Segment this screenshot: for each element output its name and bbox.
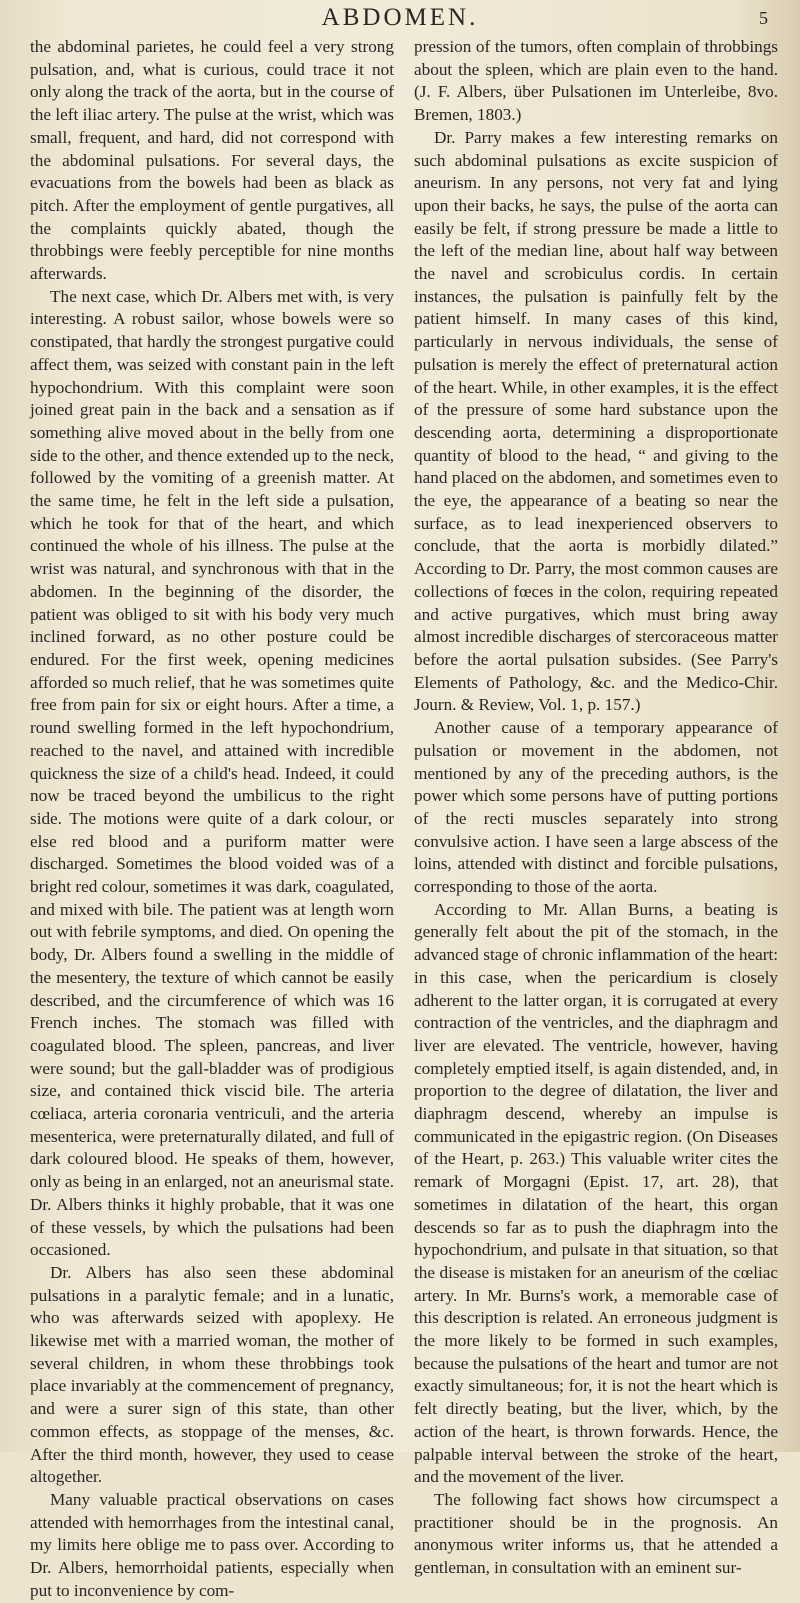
page-number: 5 <box>759 8 768 28</box>
paragraph: The next case, which Dr. Albers met with, is very interesting. A robust sailor, whose bowels were so constipated, that hardly the strongest purgative could affect them, was seized with constant pain in the left hypochondrium. With this complaint were soon joined great pain in the back and a sensation as if something alive moved about in the belly from one side to the other, and thence extended up to the neck, followed by the vomiting of a greenish matter. At the same time, he felt in the left side a pulsation, which he took for that of the heart, and which continued the whole of his illness. The pulse at the wrist was natural, and synchronous with that in the abdomen. In the beginning of the disorder, the patient was obliged to sit with his body very much inclined forward, as no other posture could be endured. For the first week, opening medicines afforded so much relief, that he was sometimes quite free from pain for six or eight hours. After a time, a round swelling formed in the left hypochondrium, reached to the navel, and attained with incredible quickness the size of a child's head. Indeed, it could now be traced beyond the umbilicus to the right side. The motions were quite of a dark colour, or else red blood and a puriform matter were discharged. Sometimes the blood voided was of a bright red colour, sometimes it was dark, coagulated, and mixed with bile. The patient was at length worn out with febrile symptoms, and died. On opening the body, Dr. Albers found a swelling in the middle of the mesentery, the texture of which cannot be easily described, and the circumference of which was 16 French inches. The stomach was filled with coagulated blood. The spleen, pancreas, and liver were sound; but the gall-bladder was of prodigious size, and contained thick viscid bile. The arteria cœliaca, arteria coronaria ventriculi, and the arteria mesenterica, were preternaturally dilated, and full of dark coloured blood. He speaks of them, however, only as being in an enlarged, not an aneurismal state. Dr. Albers thinks it highly probable, that it was one of these vessels, by which the pulsations had been occasioned. <box>30 286 394 1260</box>
page-header <box>0 4 800 34</box>
paragraph: Another cause of a temporary appearance of pulsation or movement in the abdomen, not mentioned by any of the preceding authors, is the power which some persons have of putting portions of the recti muscles separately into strong convulsive action. I have seen a large abscess of the loins, attended with distinct and forcible pulsations, corresponding to those of the aorta. <box>414 718 778 897</box>
left-column <box>30 36 394 1603</box>
paragraph: Many valuable practical observations on cases attended with hemorrhages from the intestinal canal, my limits here oblige me to pass over. According to Dr. Albers, hemorrhoidal patients, especially when put to inconvenience by com- <box>30 1490 394 1600</box>
paragraph: According to Mr. Allan Burns, a beating is generally felt about the pit of the stomach, in the advanced stage of chronic inflammation of the heart: in this case, when the pericardium is closely adherent to the latter organ, it is corrugated at every contraction of the ventricles, and the diaphragm and liver are elevated. The ventricle, however, having completely emptied itself, is again distended, and, in proportion to the degree of dilatation, the liver and diaphragm descend, whereby an impulse is communicated in the epigastric region. (On Diseases of the Heart, p. 263.) This valuable writer cites the remark of Morgagni (Epist. 17, art. 28), that sometimes in dilatation of the heart, this organ descends so far as to push the diaphragm into the hypochondrium, and pulsate in that situation, so that the disease is mistaken for an aneurism of the cœliac artery. In Mr. Burns's work, a memorable case of this description is related. An erroneous judgment is the more likely to be formed in such examples, because the pulsations of the heart and tumor are not exactly simultaneous; for, it is not the heart which is felt directly beating, but the liver, which, by the action of the heart, is thrown forwards. Hence, the palpable interval between the stroke of the heart, and the movement of the liver. <box>414 899 778 1487</box>
running-title: ABDOMEN. <box>321 4 479 31</box>
paragraph: pression of the tumors, often complain of throbbings about the spleen, which are plain even to the hand. (J. F. Albers, über Pulsationen im Unterleibe, 8vo. Bremen, 1803.) <box>414 37 778 125</box>
text-columns <box>30 36 778 1603</box>
right-column <box>414 36 778 1603</box>
paragraph: Dr. Albers has also seen these abdominal pulsations in a paralytic female; and in a lunatic, who was afterwards seized with apoplexy. He likewise met with a married woman, the mother of several children, in whom these throbbings took place invariably at the commencement of pregnancy, and were a surer sign of this state, than other common effects, as stoppage of the menses, &c. After the third month, however, they used to cease altogether. <box>30 1262 394 1487</box>
paragraph: Dr. Parry makes a few interesting remarks on such abdominal pulsations as excite suspicion of aneurism. In any persons, not very fat and lying upon their backs, he says, the pulse of the aorta can easily be felt, if strong pressure be made a little to the left of the median line, about half way between the navel and scrobiculus cordis. In certain instances, the pulsation is painfully felt by the patient himself. In many cases of this kind, particularly in nervous individuals, the sense of pulsation is merely the effect of preternatural action of the heart. While, in other examples, it is the effect of the pressure of some hard substance upon the descending aorta, determining a disproportionate quantity of blood to the head, “ and giving to the hand placed on the abdomen, and sometimes even to the eye, the appearance of a beating so near the surface, as to lead inexperienced observers to conclude, that the aorta is morbidly dilated.” According to Dr. Parry, the most common causes are collections of fœces in the colon, requiring repeated and active purgatives, which must bring away almost incredible discharges of stercoraceous matter before the aortal pulsation subsides. (See Parry's Elements of Pathology, &c. and the Medico-Chir. Journ. & Review, Vol. 1, p. 157.) <box>414 127 778 715</box>
paragraph: The following fact shows how circumspect a practitioner should be in the prognosis. An anonymous writer informs us, that he attended a gentleman, in consultation with an eminent sur- <box>414 1490 778 1578</box>
paragraph: the abdominal parietes, he could feel a very strong pulsation, and, what is curious, could trace it not only along the track of the aorta, but in the course of the left iliac artery. The pulse at the wrist, which was small, frequent, and hard, did not correspond with the abdominal pulsations. For several days, the evacuations from the bowels had been as black as pitch. After the employment of gentle purgatives, all the complaints quickly abated, though the throbbings were feebly perceptible for nine months afterwards. <box>30 37 394 284</box>
